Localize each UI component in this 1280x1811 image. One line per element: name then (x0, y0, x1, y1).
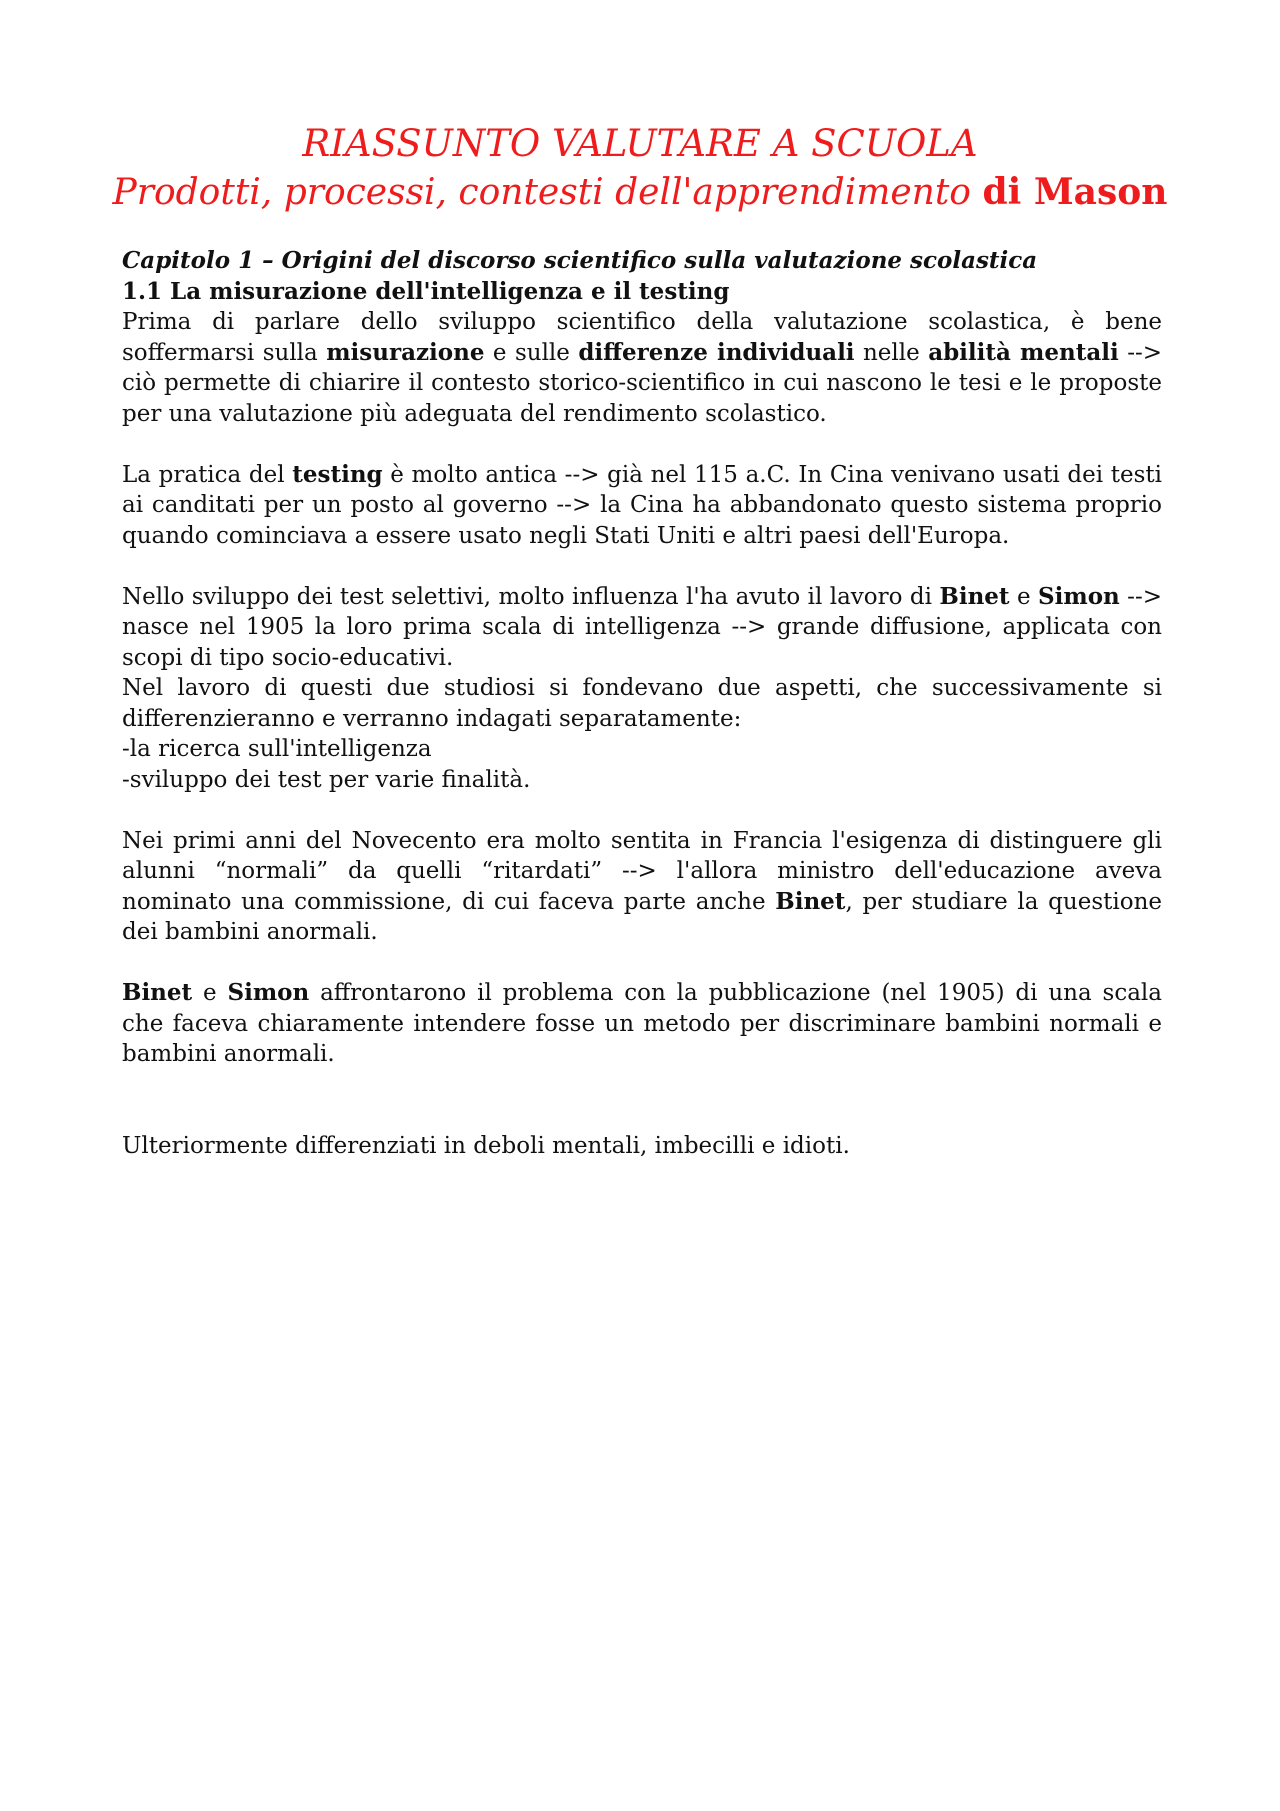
text-run: La pratica del (122, 461, 293, 488)
bold-term: Binet (122, 979, 193, 1006)
paragraph-spacer (122, 948, 1162, 979)
text-run: è molto antica --> già nel 115 a.C. In Cina venivano usati dei testi ai canditati per un posto al governo --> la Cina ha abbandonato questo sistema proprio quando cominciava a essere usato negli Stati Uniti e altri paesi dell'Europa. (122, 461, 1163, 549)
section-heading: 1.1 La misurazione dell'intelligenza e il testing (122, 277, 730, 305)
text-run: , per studiare la questione dei bambini anormali. (122, 888, 1163, 945)
list-item: -sviluppo dei test per varie finalità. (122, 766, 531, 793)
bold-term: differenze individuali (578, 338, 855, 366)
paragraph-spacer (122, 429, 1162, 460)
text-run: e (192, 980, 228, 1006)
bold-term: Binet (775, 887, 846, 915)
text-run: e (1009, 583, 1039, 610)
paragraph-spacer (122, 795, 1162, 826)
paragraph-spacer (122, 551, 1162, 582)
bold-term: abilità mentali (928, 338, 1119, 366)
bold-term: misurazione (326, 338, 485, 366)
paragraph-spacer (122, 1070, 1162, 1131)
paragraph-novecento (122, 826, 1162, 948)
subtitle-book-title: Prodotti, processi, contesti dell'apprendimento (112, 172, 971, 213)
paragraph-due-aspetti: Nel lavoro di questi due studiosi si fondevano due aspetti, che successivamente si differenzieranno e verranno indagati separatamente: (122, 675, 1162, 732)
text-run: --> nasce nel 1905 la loro prima scala di intelligenza --> grande diffusione, applicata con scopi di tipo socio-educativi. (122, 583, 1162, 671)
paragraph-ulteriormente: Ulteriormente differenziati in deboli mentali, imbecilli e idioti. (122, 1132, 850, 1159)
subtitle-author: di Mason (982, 171, 1168, 213)
text-run: Nei primi anni del Novecento era molto sentita in Francia l'esigenza di distinguere gli alunni “normali” da quelli “ritardati” --> l'allora ministro dell'educazione aveva nominato una commissione, di cui faceva parte anche (122, 827, 1162, 915)
paragraph-misurazione (122, 307, 1162, 429)
bold-term: Simon (1038, 582, 1120, 610)
text-run: e sulle (484, 339, 579, 366)
text-run: --> ciò permette di chiarire il contesto storico-scientifico in cui nascono le tesi e le proposte per una valutazione più adeguata del rendimento scolastico. (122, 339, 1163, 427)
bold-term: testing (292, 460, 383, 488)
text-run: Prima di parlare dello sviluppo scientifico della valutazione scolastica, è bene soffermarsi sulla (122, 309, 1162, 366)
text-run: nelle (854, 339, 929, 366)
document-title: RIASSUNTO VALUTARE A SCUOLA (302, 122, 978, 165)
paragraph-scala (122, 978, 1162, 1070)
paragraph-binet-simon (122, 582, 1162, 674)
document-body (122, 246, 1162, 1161)
text-run: Nello sviluppo dei test selettivi, molto influenza l'ha avuto il lavoro di (122, 583, 940, 610)
list-item: -la ricerca sull'intelligenza (122, 736, 432, 762)
text-run: affrontarono il problema con la pubblicazione (nel 1905) di una scala che faceva chiaramente intendere fosse un metodo per discriminare bambini normali e bambini anormali. (122, 980, 1162, 1067)
bold-term: Binet (939, 582, 1010, 610)
bold-term: Simon (227, 979, 310, 1006)
chapter-heading: Capitolo 1 – Origini del discorso scientifico sulla valutazione scolastica (122, 247, 1038, 274)
document-subtitle (0, 170, 1280, 215)
paragraph-testing (122, 460, 1162, 552)
